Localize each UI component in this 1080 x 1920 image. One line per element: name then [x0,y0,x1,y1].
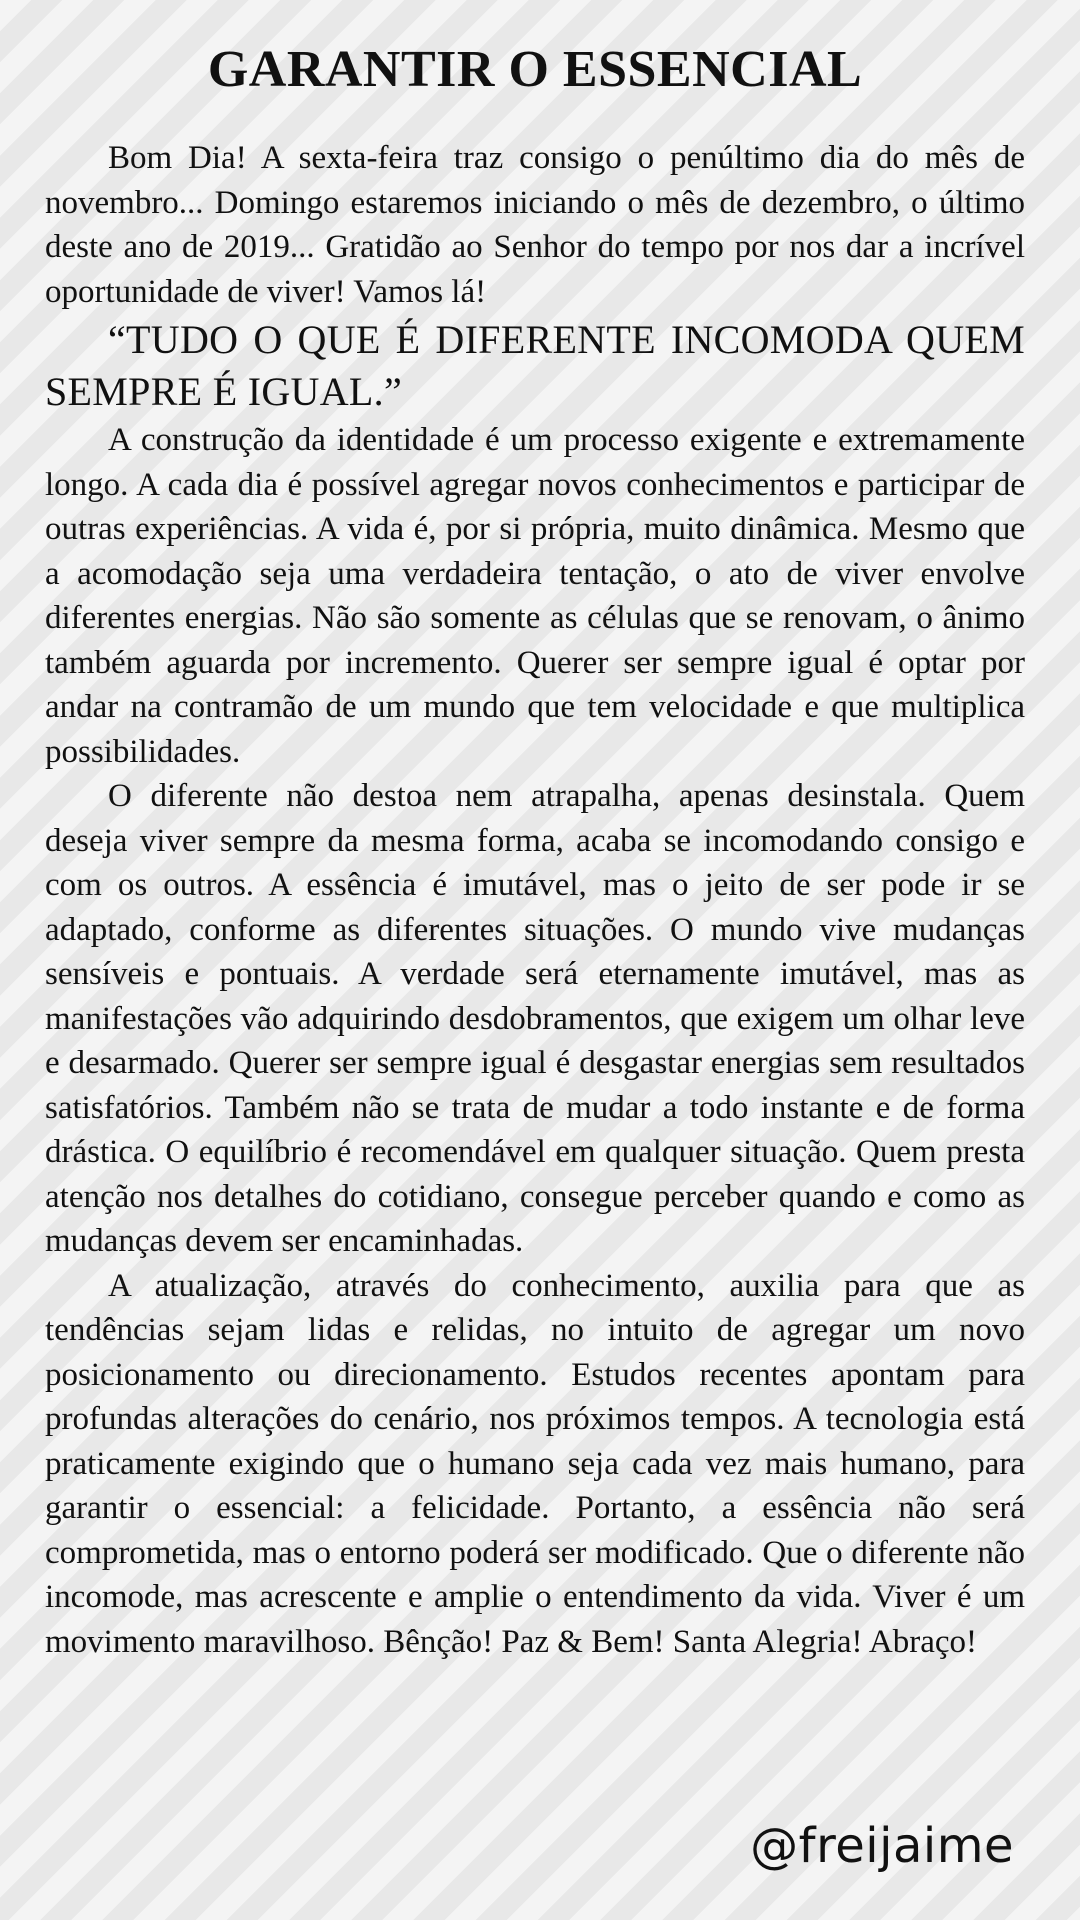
page-title: GARANTIR O ESSENCIAL [207,41,863,98]
quote-heading: “TUDO O QUE É DIFERENTE INCOMODA QUEM SEMPRE É IGUAL.” [45,317,1025,414]
body-paragraph-1: A construção da identidade é um processo exigente e extremamente longo. A cada dia é possível agregar novos conhecimentos e participar de outras experiências. A vida é, por si própria, muito dinâmica. Mesmo que a acomodação seja uma verdadeira tentação, o ato de viver envolve diferentes energias. Não são somente as células que se renovam, o ânimo também aguarda por incremento. Querer ser sempre igual é optar por andar na contramão de um mundo que tem velocidade e que multiplica possibilidades. [45,422,1025,770]
author-handle: @freijaime [750,1818,1014,1874]
document [45,30,1025,1664]
intro-paragraph: Bom Dia! A sexta-feira traz consigo o penúltimo dia do mês de novembro... Domingo estaremos iniciando o mês de dezembro, o último deste ano de 2019... Gratidão ao Senhor do tempo por nos dar a incrível oportunidade de viver! Vamos lá! [45,140,1025,310]
body-paragraph-3: A atualização, através do conhecimento, auxilia para que as tendências sejam lidas e relidas, no intuito de agregar um novo posicionamento ou direcionamento. Estudos recentes apontam para profundas alterações do cenário, nos próximos tempos. A tecnologia está praticamente exigindo que o humano seja cada vez mais humano, para garantir o essencial: a felicidade. Portanto, a essência não será comprometida, mas o entorno poderá ser modificado. Que o diferente não incomode, mas acrescente e amplie o entendimento da vida. Viver é um movimento maravilhoso. Bênção! Paz & Bem! Santa Alegria! Abraço! [45,1267,1025,1660]
body-paragraph-2: O diferente não destoa nem atrapalha, apenas desinstala. Quem deseja viver sempre da mesma forma, acaba se incomodando consigo e com os outros. A essência é imutável, mas o jeito de ser pode ir se adaptado, conforme as diferentes situações. O mundo vive mudanças sensíveis e pontuais. A verdade será eternamente imutável, mas as manifestações vão adquirindo desdobramentos, que exigem um olhar leve e desarmado. Querer ser sempre igual é desgastar energias sem resultados satisfatórios. Também não se trata de mudar a todo instante e de forma drástica. O equilíbrio é recomendável em qualquer situação. Quem presta atenção nos detalhes do cotidiano, consegue perceber quando e como as mudanças devem ser encaminhadas. [45,778,1025,1259]
